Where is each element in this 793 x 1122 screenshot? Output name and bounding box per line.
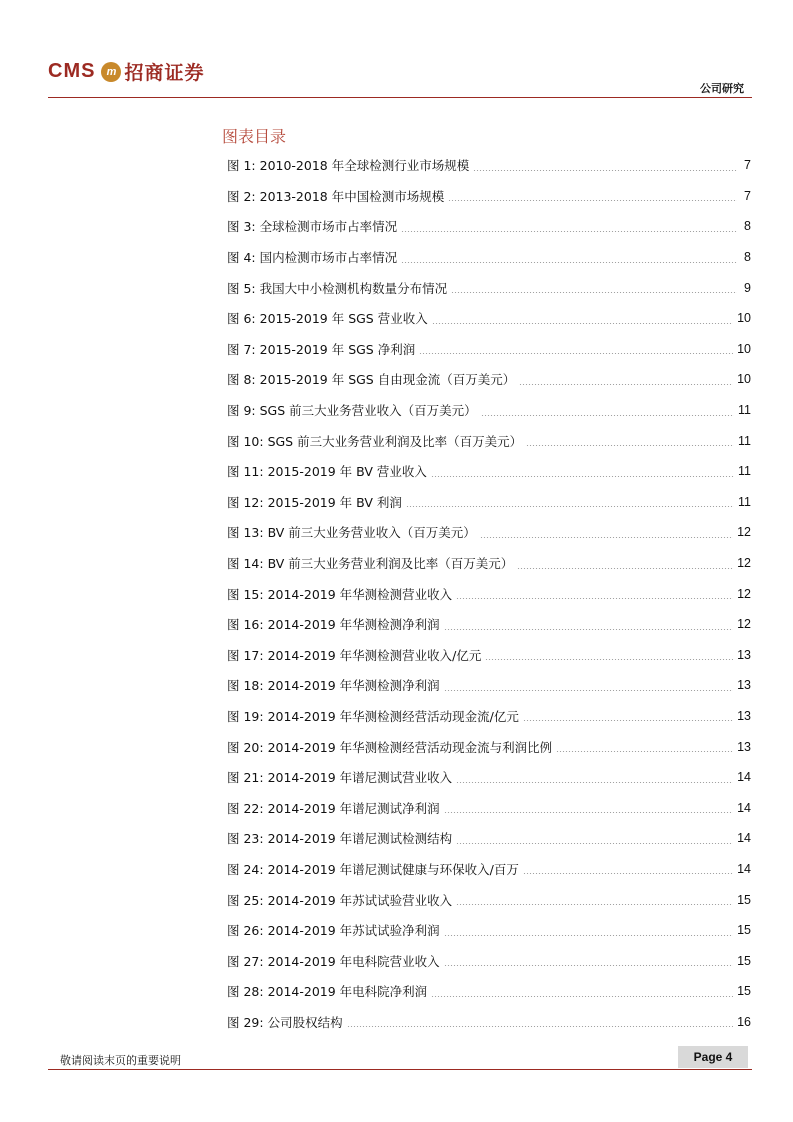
toc-entry[interactable] xyxy=(227,181,751,212)
toc-entry-page[interactable]: 12 xyxy=(737,617,751,632)
report-type-tag: 公司研究 xyxy=(700,82,744,95)
toc-entry[interactable] xyxy=(227,578,751,609)
toc-entry-page[interactable]: 14 xyxy=(737,831,751,846)
toc-entry-label[interactable]: 图 19: 2014-2019 年华测检测经营活动现金流/亿元 xyxy=(227,708,519,724)
toc-entry-label[interactable]: 图 1: 2010-2018 年全球检测行业市场规模 xyxy=(227,158,470,174)
toc-leader-dots xyxy=(401,262,737,263)
toc-entry-page[interactable]: 10 xyxy=(737,311,751,326)
toc-entry-page[interactable]: 11 xyxy=(738,464,751,479)
toc-leader-dots xyxy=(347,1026,734,1027)
toc-entry-label[interactable]: 图 14: BV 前三大业务营业利润及比率（百万美元） xyxy=(227,556,514,572)
toc-entry-label[interactable]: 图 18: 2014-2019 年华测检测净利润 xyxy=(227,678,440,694)
toc-entry-label[interactable]: 图 3: 全球检测市场市占率情况 xyxy=(227,219,398,235)
toc-leader-dots xyxy=(432,323,733,324)
toc-entry[interactable] xyxy=(227,792,751,823)
toc-entry[interactable] xyxy=(227,334,751,365)
toc-entry[interactable] xyxy=(227,150,751,181)
toc-entry-page[interactable]: 10 xyxy=(737,341,751,356)
toc-entry-label[interactable]: 图 25: 2014-2019 年苏试试验营业收入 xyxy=(227,892,453,908)
toc-entry-page[interactable]: 11 xyxy=(738,403,751,418)
toc-entry-page[interactable]: 15 xyxy=(737,923,751,938)
toc-entry-label[interactable]: 图 7: 2015-2019 年 SGS 净利润 xyxy=(227,341,416,357)
toc-leader-dots xyxy=(444,690,733,691)
toc-entry-page[interactable]: 11 xyxy=(738,494,751,509)
toc-entry[interactable] xyxy=(227,670,751,701)
toc-leader-dots xyxy=(451,292,737,293)
toc-entry-label[interactable]: 图 6: 2015-2019 年 SGS 营业收入 xyxy=(227,311,428,327)
toc-entry[interactable] xyxy=(227,762,751,793)
toc-leader-dots xyxy=(419,353,733,354)
toc-entry-label[interactable]: 图 28: 2014-2019 年电科院净利润 xyxy=(227,984,428,1000)
toc-entry-page[interactable]: 15 xyxy=(737,984,751,999)
toc-entry[interactable] xyxy=(227,1007,751,1038)
toc-entry[interactable] xyxy=(227,487,751,518)
toc-entry[interactable] xyxy=(227,456,751,487)
toc-entry-page[interactable]: 12 xyxy=(737,556,751,571)
toc-leader-dots xyxy=(444,812,733,813)
toc-leader-dots xyxy=(444,629,733,630)
toc-entry-label[interactable]: 图 11: 2015-2019 年 BV 营业收入 xyxy=(227,464,427,480)
toc-entry-label[interactable]: 图 2: 2013-2018 年中国检测市场规模 xyxy=(227,188,445,204)
toc-entry-page[interactable]: 15 xyxy=(737,953,751,968)
toc-entry-label[interactable]: 图 13: BV 前三大业务营业收入（百万美元） xyxy=(227,525,476,541)
toc-entry-label[interactable]: 图 9: SGS 前三大业务营业收入（百万美元） xyxy=(227,403,477,419)
page-number-box: Page 4 xyxy=(678,1046,748,1068)
toc-entry-page[interactable]: 14 xyxy=(737,770,751,785)
toc-title: 图表目录 xyxy=(222,127,287,146)
toc-entry-page[interactable]: 9 xyxy=(744,280,751,295)
toc-entry[interactable] xyxy=(227,395,751,426)
toc-entry[interactable] xyxy=(227,364,751,395)
toc-entry-label[interactable]: 图 17: 2014-2019 年华测检测营业收入/亿元 xyxy=(227,647,482,663)
toc-entry[interactable] xyxy=(227,731,751,762)
logo-badge-icon: m xyxy=(101,62,121,82)
toc-entry[interactable] xyxy=(227,242,751,273)
toc-leader-dots xyxy=(456,598,733,599)
toc-entry-label[interactable]: 图 5: 我国大中小检测机构数量分布情况 xyxy=(227,280,448,296)
toc-leader-dots xyxy=(456,904,733,905)
toc-entry-page[interactable]: 14 xyxy=(737,800,751,815)
toc-leader-dots xyxy=(517,568,733,569)
header-divider xyxy=(48,97,752,98)
toc-leader-dots xyxy=(481,415,734,416)
toc-entry[interactable] xyxy=(227,303,751,334)
toc-entry-page[interactable]: 7 xyxy=(744,158,751,173)
toc-leader-dots xyxy=(444,965,733,966)
toc-entry-page[interactable]: 13 xyxy=(737,678,751,693)
toc-leader-dots xyxy=(523,873,733,874)
toc-leader-dots xyxy=(473,170,737,171)
toc-entry[interactable] xyxy=(227,915,751,946)
toc-entry-label[interactable]: 图 12: 2015-2019 年 BV 利润 xyxy=(227,494,402,510)
toc-entry[interactable] xyxy=(227,945,751,976)
toc-leader-dots xyxy=(431,996,733,997)
toc-leader-dots xyxy=(431,476,734,477)
toc-entry-label[interactable]: 图 26: 2014-2019 年苏试试验净利润 xyxy=(227,923,440,939)
toc-entry[interactable] xyxy=(227,211,751,242)
toc-entry-label[interactable]: 图 8: 2015-2019 年 SGS 自由现金流（百万美元） xyxy=(227,372,516,388)
toc-entry[interactable] xyxy=(227,640,751,671)
toc-entry-page[interactable]: 12 xyxy=(737,586,751,601)
toc-entry-label[interactable]: 图 21: 2014-2019 年谱尼测试营业收入 xyxy=(227,770,453,786)
toc-entry[interactable] xyxy=(227,701,751,732)
toc-entry-page[interactable]: 11 xyxy=(738,433,751,448)
toc-entry[interactable] xyxy=(227,425,751,456)
toc-entry[interactable] xyxy=(227,517,751,548)
logo-latin-text: CMS xyxy=(48,60,96,82)
toc-entry-label[interactable]: 图 10: SGS 前三大业务营业利润及比率（百万美元） xyxy=(227,433,523,449)
toc-entry[interactable] xyxy=(227,976,751,1007)
toc-leader-dots xyxy=(523,720,733,721)
footer-divider xyxy=(48,1069,752,1070)
disclaimer-note: 敬请阅读末页的重要说明 xyxy=(60,1054,181,1067)
toc-leader-dots xyxy=(406,506,734,507)
toc-leader-dots xyxy=(480,537,733,538)
logo-chinese-text: 招商证券 xyxy=(124,62,205,84)
toc-entry-page[interactable]: 8 xyxy=(744,219,751,234)
toc-entry-label[interactable]: 图 27: 2014-2019 年电科院营业收入 xyxy=(227,953,440,969)
toc-entry-label[interactable]: 图 24: 2014-2019 年谱尼测试健康与环保收入/百万 xyxy=(227,861,519,877)
toc-entry[interactable] xyxy=(227,609,751,640)
table-of-figures xyxy=(227,150,751,1037)
cms-logo xyxy=(48,58,204,85)
toc-entry[interactable] xyxy=(227,823,751,854)
toc-entry[interactable] xyxy=(227,854,751,885)
toc-leader-dots xyxy=(401,231,737,232)
toc-leader-dots xyxy=(444,935,733,936)
page-header xyxy=(48,58,752,100)
toc-leader-dots xyxy=(456,782,733,783)
toc-entry-label[interactable]: 图 29: 公司股权结构 xyxy=(227,1014,343,1030)
toc-entry-page[interactable]: 13 xyxy=(737,708,751,723)
toc-leader-dots xyxy=(485,659,733,660)
toc-entry-page[interactable]: 7 xyxy=(744,188,751,203)
toc-entry-label[interactable]: 图 23: 2014-2019 年谱尼测试检测结构 xyxy=(227,831,453,847)
toc-entry-label[interactable]: 图 22: 2014-2019 年谱尼测试净利润 xyxy=(227,800,440,816)
toc-entry[interactable] xyxy=(227,272,751,303)
toc-entry-label[interactable]: 图 15: 2014-2019 年华测检测营业收入 xyxy=(227,586,453,602)
toc-entry-page[interactable]: 15 xyxy=(737,892,751,907)
toc-entry-page[interactable]: 16 xyxy=(737,1014,751,1029)
toc-leader-dots xyxy=(519,384,733,385)
toc-entry-label[interactable]: 图 4: 国内检测市场市占率情况 xyxy=(227,250,398,266)
toc-entry-label[interactable]: 图 20: 2014-2019 年华测检测经营活动现金流与利润比例 xyxy=(227,739,553,755)
toc-entry-page[interactable]: 12 xyxy=(737,525,751,540)
toc-entry-page[interactable]: 14 xyxy=(737,861,751,876)
toc-entry[interactable] xyxy=(227,884,751,915)
toc-leader-dots xyxy=(556,751,733,752)
toc-entry-label[interactable]: 图 16: 2014-2019 年华测检测净利润 xyxy=(227,617,440,633)
toc-entry-page[interactable]: 10 xyxy=(737,372,751,387)
toc-leader-dots xyxy=(526,445,734,446)
toc-entry[interactable] xyxy=(227,548,751,579)
toc-entry-page[interactable]: 13 xyxy=(737,647,751,662)
toc-entry-page[interactable]: 13 xyxy=(737,739,751,754)
page-footer xyxy=(48,1046,752,1072)
toc-entry-page[interactable]: 8 xyxy=(744,250,751,265)
toc-leader-dots xyxy=(448,200,737,201)
toc-leader-dots xyxy=(456,843,733,844)
